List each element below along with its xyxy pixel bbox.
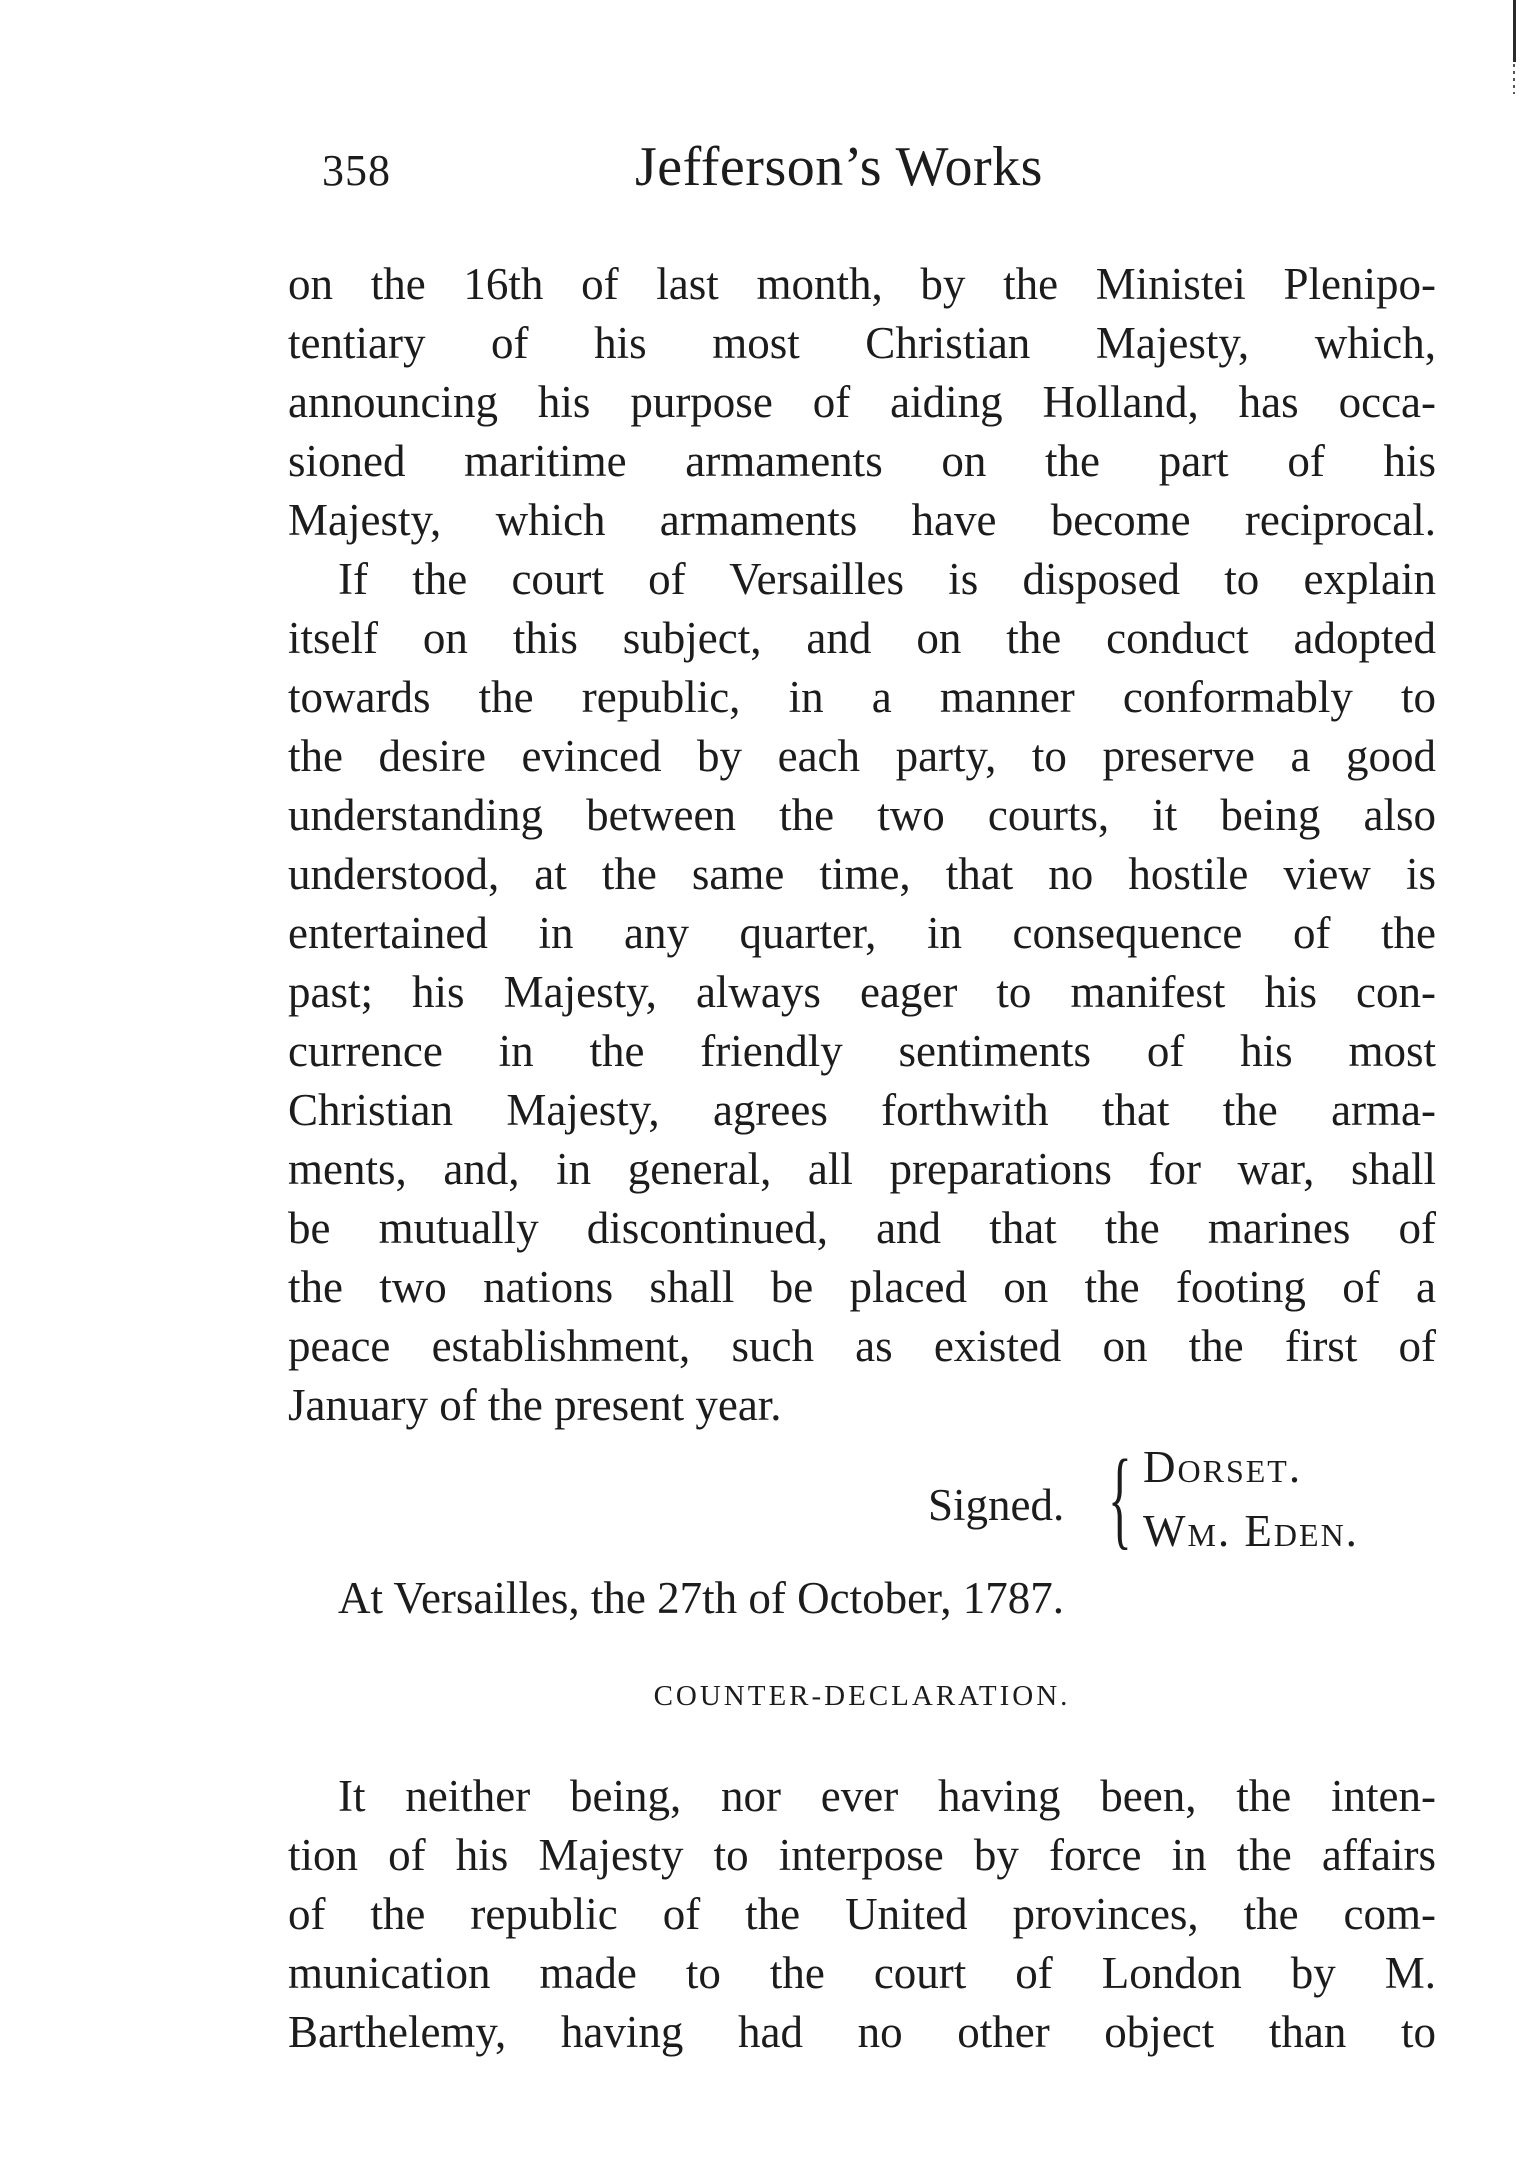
text-line: If the court of Versailles is disposed to explain: [338, 554, 1436, 604]
text-line: on the 16th of last month, by the Ministei Plenipo-: [288, 259, 1436, 309]
text-line: ments, and, in general, all preparations for war, shall: [288, 1144, 1436, 1194]
signer-eden: Wm. Eden.: [1143, 1506, 1359, 1556]
text-line: past; his Majesty, always eager to manifest his con-: [288, 967, 1436, 1017]
text-line: tion of his Majesty to interpose by force in the affairs: [288, 1830, 1436, 1880]
running-header: [290, 135, 1100, 205]
text-line: understood, at the same time, that no hostile view is: [288, 849, 1436, 899]
running-title: Jefferson’s Works: [635, 136, 1043, 198]
text-line: itself on this subject, and on the conduct adopted: [288, 613, 1436, 663]
text-line: January of the present year.: [288, 1380, 782, 1430]
text-line: Barthelemy, having had no other object than to: [288, 2007, 1436, 2057]
signature-brace: {: [1108, 1437, 1132, 1559]
text-line: peace establishment, such as existed on the first of: [288, 1321, 1436, 1371]
text-line: of the republic of the United provinces, the com-: [288, 1889, 1436, 1939]
text-line: entertained in any quarter, in consequence of the: [288, 908, 1436, 958]
text-line: towards the republic, in a manner conformably to: [288, 672, 1436, 722]
text-line: understanding between the two courts, it being also: [288, 790, 1436, 840]
text-line: the desire evinced by each party, to preserve a good: [288, 731, 1436, 781]
text-line: sioned maritime armaments on the part of his: [288, 436, 1436, 486]
signer-dorset: Dorset.: [1143, 1442, 1303, 1492]
text-line: Christian Majesty, agrees forthwith that the arma-: [288, 1085, 1436, 1135]
text-line: announcing his purpose of aiding Holland, has occa-: [288, 377, 1436, 427]
section-heading: COUNTER-DECLARATION.: [653, 1680, 1071, 1712]
text-line: the two nations shall be placed on the footing of a: [288, 1262, 1436, 1312]
page-body: [288, 255, 1436, 2062]
page-edge-mark-tail: [1513, 64, 1515, 94]
signed-label: Signed.: [928, 1480, 1065, 1530]
text-line: currence in the friendly sentiments of his most: [288, 1026, 1436, 1076]
counter-declaration-text: [288, 1767, 1436, 2062]
text-line: munication made to the court of London by M.: [288, 1948, 1436, 1998]
dateline: At Versailles, the 27th of October, 1787.: [338, 1573, 1064, 1623]
text-line: tentiary of his most Christian Majesty, which,: [288, 318, 1436, 368]
signature-block: [288, 1437, 1436, 1577]
page-edge-mark: [1513, 0, 1516, 62]
page-number: 358: [322, 146, 391, 195]
declaration-text: [288, 255, 1436, 1435]
text-line: be mutually discontinued, and that the marines of: [288, 1203, 1436, 1253]
text-line: Majesty, which armaments have become reciprocal.: [288, 495, 1436, 545]
text-line: It neither being, nor ever having been, the inten-: [338, 1771, 1436, 1821]
